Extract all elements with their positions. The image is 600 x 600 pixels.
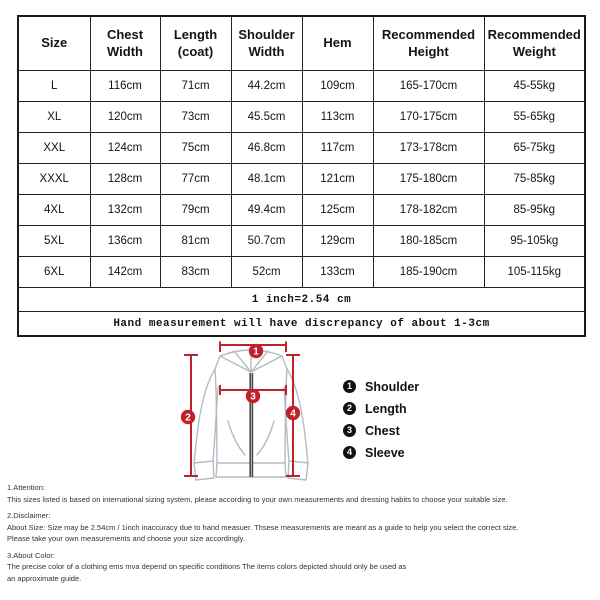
- legend-item-shoulder: [343, 377, 419, 396]
- length-marker-number: 2: [185, 412, 191, 424]
- table-cell: 83cm: [160, 257, 231, 288]
- table-cell: XXXL: [18, 164, 90, 195]
- about-color-line2: an approximate guide.: [7, 573, 82, 583]
- disclaimer-line2: Please take your own measurements and choose your size accordingly.: [7, 534, 245, 543]
- table-cell: 175-180cm: [373, 164, 484, 195]
- legend-number-badge: 2: [343, 402, 356, 415]
- discrepancy-note: Hand measurement will have discrepancy of about 1-3cm: [18, 312, 585, 337]
- table-row: [18, 195, 585, 226]
- table-cell: 55-65kg: [484, 102, 585, 133]
- table-cell: 81cm: [160, 226, 231, 257]
- column-header: Shoulder Width: [231, 16, 302, 71]
- table-cell: XL: [18, 102, 90, 133]
- table-cell: 79cm: [160, 195, 231, 226]
- disclaimer-line1: About Size: Size may be 2.54cm / 1inch inaccuracy due to hand measuer. Thsese measurements are meant as a guide to help you select the correct size.: [7, 522, 519, 532]
- table-cell: 52cm: [231, 257, 302, 288]
- column-header: Recommended Height: [373, 16, 484, 71]
- measurement-legend: [343, 377, 419, 465]
- table-row: [18, 133, 585, 164]
- legend-number-badge: 3: [343, 424, 356, 437]
- table-cell: 49.4cm: [231, 195, 302, 226]
- legend-item-length: [343, 399, 419, 418]
- table-cell: 95-105kg: [484, 226, 585, 257]
- table-cell: 5XL: [18, 226, 90, 257]
- table-cell: 6XL: [18, 257, 90, 288]
- unit-note: 1 inch=2.54 cm: [18, 288, 585, 312]
- table-cell: 120cm: [90, 102, 160, 133]
- table-cell: 132cm: [90, 195, 160, 226]
- table-cell: 136cm: [90, 226, 160, 257]
- size-chart-table: [17, 15, 586, 337]
- table-cell: 117cm: [302, 133, 373, 164]
- table-row: [18, 226, 585, 257]
- table-cell: 85-95kg: [484, 195, 585, 226]
- table-cell: 45.5cm: [231, 102, 302, 133]
- legend-label: Shoulder: [365, 379, 420, 394]
- table-cell: 178-182cm: [373, 195, 484, 226]
- table-cell: 48.1cm: [231, 164, 302, 195]
- table-cell: 133cm: [302, 257, 373, 288]
- table-cell: 77cm: [160, 164, 231, 195]
- about-color-title: 3.About Color:: [7, 550, 55, 560]
- shoulder-marker-number: 1: [253, 346, 259, 358]
- about-color-line1: The precise color of a clothing ems mva depend on specific conditions The items colors depicted should only be used as: [7, 562, 407, 571]
- table-cell: 73cm: [160, 102, 231, 133]
- legend-number-badge: 4: [343, 446, 356, 459]
- table-cell: 71cm: [160, 71, 231, 102]
- attention-title: 1.Attention:: [7, 483, 45, 492]
- table-cell: 128cm: [90, 164, 160, 195]
- legend-label: Sleeve: [365, 445, 405, 460]
- table-cell: 45-55kg: [484, 71, 585, 102]
- jacket-measurement-diagram: [158, 335, 348, 487]
- table-cell: 185-190cm: [373, 257, 484, 288]
- table-row: [18, 102, 585, 133]
- table-cell: 105-115kg: [484, 257, 585, 288]
- table-cell: 124cm: [90, 133, 160, 164]
- table-cell: L: [18, 71, 90, 102]
- table-cell: 129cm: [302, 226, 373, 257]
- column-header: Length (coat): [160, 16, 231, 71]
- table-cell: 44.2cm: [231, 71, 302, 102]
- table-cell: 170-175cm: [373, 102, 484, 133]
- table-cell: 116cm: [90, 71, 160, 102]
- table-cell: 50.7cm: [231, 226, 302, 257]
- table-cell: 113cm: [302, 102, 373, 133]
- column-header: Recommended Weight: [484, 16, 585, 71]
- table-cell: 4XL: [18, 195, 90, 226]
- table-row: [18, 71, 585, 102]
- table-cell: 125cm: [302, 195, 373, 226]
- table-row: [18, 257, 585, 288]
- table-cell: 165-170cm: [373, 71, 484, 102]
- table-cell: 180-185cm: [373, 226, 484, 257]
- table-cell: 109cm: [302, 71, 373, 102]
- unit-note-row: [18, 288, 585, 312]
- chest-marker-number: 3: [250, 391, 256, 403]
- attention-body: This sizes listed is based on international sizing system, please according to your own measurements and dressing habits to choose your suitable size.: [7, 494, 508, 504]
- legend-label: Length: [365, 401, 407, 416]
- table-row: [18, 164, 585, 195]
- table-cell: 121cm: [302, 164, 373, 195]
- column-header: Chest Width: [90, 16, 160, 71]
- column-header: Size: [18, 16, 90, 71]
- legend-item-sleeve: [343, 443, 419, 462]
- table-cell: 142cm: [90, 257, 160, 288]
- table-cell: XXL: [18, 133, 90, 164]
- table-cell: 173-178cm: [373, 133, 484, 164]
- legend-number-badge: 1: [343, 380, 356, 393]
- jacket-illustration: [158, 335, 348, 487]
- table-cell: 65-75kg: [484, 133, 585, 164]
- legend-item-chest: [343, 421, 419, 440]
- sleeve-marker-number: 4: [290, 408, 296, 420]
- table-cell: 75cm: [160, 133, 231, 164]
- footer-notes: [7, 482, 597, 584]
- size-table-body: [18, 71, 585, 288]
- size-table-head-row: [18, 16, 585, 71]
- table-cell: 46.8cm: [231, 133, 302, 164]
- table-cell: 75-85kg: [484, 164, 585, 195]
- discrepancy-note-row: [18, 312, 585, 337]
- disclaimer-title: 2.Disclaimer:: [7, 511, 51, 520]
- legend-label: Chest: [365, 423, 400, 438]
- column-header: Hem: [302, 16, 373, 71]
